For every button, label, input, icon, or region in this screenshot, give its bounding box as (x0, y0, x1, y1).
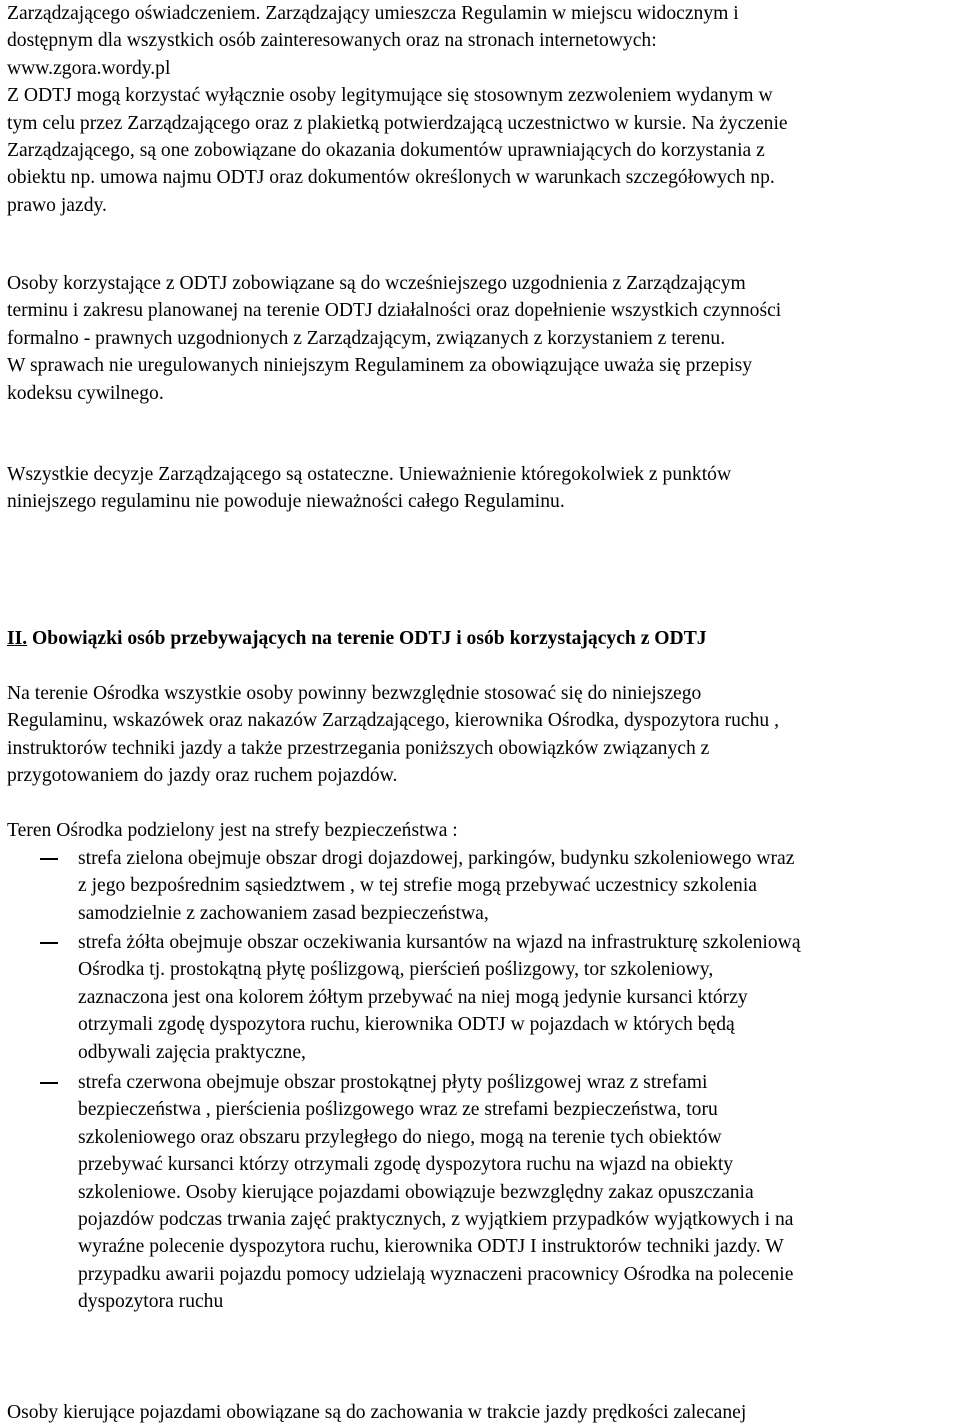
paragraph-access-rules (7, 0, 957, 219)
paragraph-obligations (7, 680, 957, 790)
text-line: kodeksu cywilnego. (7, 382, 164, 404)
text-line: Teren Ośrodka podzielony jest na strefy bezpieczeństwa : (7, 820, 458, 841)
text-line: strefa czerwona obejmuje obszar prostokątnej płyty poślizgowej wraz z strefami (78, 1072, 708, 1093)
text-line: zaznaczona jest ona kolorem żółtym przebywać na niej mogą jedynie kursanci którzy (78, 986, 748, 1008)
text-line: Osoby korzystające z ODTJ zobowiązane są do wcześniejszego uzgodnienia z Zarządzającym (7, 273, 746, 294)
text-line: formalno - prawnych uzgodnionych z Zarządzającym, związanych z korzystaniem z terenu. (7, 327, 726, 349)
text-line: przebywać kursanci którzy otrzymali zgodę dyspozytora ruchu na wjazd na obiekty (78, 1154, 734, 1176)
text-line: strefa żółta obejmuje obszar oczekiwania kursantów na wjazd na infrastrukturę szkoleniową (78, 932, 801, 953)
list-item-text (78, 1069, 958, 1316)
list-item-text (78, 845, 958, 927)
text-line: przygotowaniem do jazdy oraz ruchem pojazdów. (7, 765, 398, 787)
text-line: Regulaminu, wskazówek oraz nakazów Zarządzającego, kierownika Ośrodka, dyspozytora ruchu , (7, 710, 780, 732)
text-line: Na terenie Ośrodka wszystkie osoby powinny bezwzględnie stosować się do niniejszego (7, 683, 702, 704)
dash-bullet-icon (40, 1082, 58, 1084)
text-line: przypadku awarii pojazdu pomocy udzielają wyznaczeni pracownicy Ośrodka na polecenie (78, 1263, 794, 1285)
paragraph-coordination (7, 270, 957, 407)
zones-intro (7, 817, 957, 844)
dash-bullet-icon (40, 942, 58, 944)
text-line: bezpieczeństwa , pierścienia poślizgowego wraz ze strefami bezpieczeństwa, toru (78, 1099, 718, 1121)
dash-bullet-icon (40, 858, 58, 860)
list-item-text (78, 929, 958, 1066)
text-line: wyraźne polecenie dyspozytora ruchu, kierownika ODTJ I instruktorów techniki jazdy. W (78, 1236, 784, 1258)
text-line: instruktorów techniki jazdy a także przestrzegania poniższych obowiązków związanych z (7, 737, 710, 759)
text-line: szkoleniowe. Osoby kierujące pojazdami obowiązuje bezwzględny zakaz opuszczania (78, 1181, 754, 1203)
text-line: dostępnym dla wszystkich osób zainteresowanych oraz na stronach internetowych: (7, 30, 657, 52)
website-link-text: www.zgora.wordy.pl (7, 57, 171, 79)
text-line: tym celu przez Zarządzającego oraz z plakietką potwierdzającą uczestnictwo w kursie. Na życzenie (7, 112, 788, 134)
text-line: z jego bezpośrednim sąsiedztwem , w tej strefie mogą przebywać uczestnicy szkolenia (78, 875, 757, 897)
text-line: strefa zielona obejmuje obszar drogi dojazdowej, parkingów, budynku szkoleniowego wraz (78, 848, 795, 869)
text-line: odbywali zajęcia praktyczne, (78, 1041, 306, 1063)
section-title: Obowiązki osób przebywających na terenie ODTJ i osób korzystających z ODTJ (27, 628, 707, 649)
text-line: obiektu np. umowa najmu ODTJ oraz dokumentów określonych w warunkach szczegółowych np. (7, 167, 775, 189)
text-line: niniejszego regulaminu nie powoduje nieważności całego Regulaminu. (7, 491, 565, 513)
text-line: samodzielnie z zachowaniem zasad bezpieczeństwa, (78, 902, 489, 924)
text-line: szkoleniowego oraz obszaru przyległego do niego, mogą na terenie tych obiektów (78, 1126, 722, 1148)
text-line: Ośrodka tj. prostokątną płytę poślizgową, pierścień poślizgowy, tor szkoleniowy, (78, 959, 714, 981)
text-line: prawo jazdy. (7, 194, 107, 216)
paragraph-decisions (7, 461, 957, 516)
section-heading (7, 625, 957, 652)
text-line: Z ODTJ mogą korzystać wyłącznie osoby legitymujące się stosownym zezwoleniem wydanym w (7, 85, 773, 107)
text-line: Zarządzającego, są one zobowiązane do okazania dokumentów uprawniających do korzystania z (7, 139, 765, 161)
text-line: Wszystkie decyzje Zarządzającego są ostateczne. Unieważnienie któregokolwiek z punktów (7, 464, 732, 485)
text-line: W sprawach nie uregulowanych niniejszym Regulaminem za obowiązujące uważa się przepisy (7, 355, 753, 377)
section-number: II. (7, 628, 28, 649)
text-line: pojazdów podczas trwania zajęć praktycznych, z wyjątkiem przypadków wyjątkowych i na (78, 1208, 794, 1230)
text-line: Zarządzającego oświadczeniem. Zarządzający umieszcza Regulamin w miejscu widocznym i (7, 3, 739, 24)
text-line: otrzymali zgodę dyspozytora ruchu, kierownika ODTJ w pojazdach w których będą (78, 1014, 735, 1036)
text-line: dyspozytora ruchu (78, 1291, 224, 1313)
text-line: Osoby kierujące pojazdami obowiązane są do zachowania w trakcie jazdy prędkości zalecanej (7, 1402, 747, 1423)
text-line: terminu i zakresu planowanej na terenie ODTJ działalności oraz dopełnienie wszystkich czynności (7, 300, 782, 322)
paragraph-speed (7, 1399, 957, 1426)
